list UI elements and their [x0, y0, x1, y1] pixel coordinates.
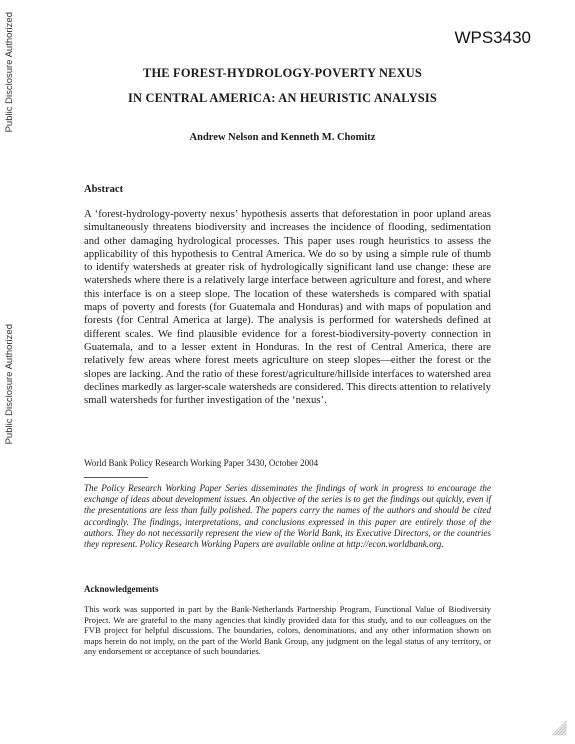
abstract-body: A ‘forest-hydrology-poverty nexus’ hypothesis asserts that deforestation in poor upland areas simultaneously threatens biodiversity and increases the incidence of flooding, sedimentation and other damaging hydrological processes. This paper uses rough heuristics to assess the applicability of this hypothesis to Central America. We do so by using a simple rule of thumb to identify watersheds at greater risk of hydrologically significant land use change: these are watersheds where there is a relatively large interface between agriculture and forest, and where this interface is on a steep slope. The location of these watersheds is compared with spatial maps of poverty and forests (for Guatemala and Honduras) and with maps of population and forests (for Central America at large). The analysis is performed for watersheds defined at different scales. We find plausible evidence for a forest-biodiversity-poverty connection in Guatemala, and to a lesser extent in Honduras. In the rest of Central America, there are relatively few areas where forest meets agriculture on steep slopes—either the forest or the slopes are lacking. And the ratio of these forest/agriculture/hillside interfaces to watershed area declines markedly as larger-scale watersheds are considered. This directs attention to relatively small watersheds for further investigation of the ‘nexus’. [84, 208, 491, 407]
series-citation: World Bank Policy Research Working Paper 3430, October 2004 [84, 458, 319, 468]
page-curl-icon [551, 720, 567, 736]
abstract-heading: Abstract [84, 184, 124, 195]
title-line-1: THE FOREST-HYDROLOGY-POVERTY NEXUS [142, 66, 422, 80]
side-label-middle: Public Disclosure Authorized [4, 324, 15, 445]
authors: Andrew Nelson and Kenneth M. Chomitz [189, 132, 376, 143]
footnote-divider [84, 477, 148, 478]
side-label-top: Public Disclosure Authorized [4, 12, 15, 133]
title-line-2: IN CENTRAL AMERICA: AN HEURISTIC ANALYSIS [128, 91, 437, 105]
acknowledgements-heading: Acknowledgements [84, 584, 159, 594]
acknowledgements-body: This work was supported in part by the Bank-Netherlands Partnership Program, Functional Value of Biodiversity Project. We are grateful to the many agencies that kindly provided data for this study, and to our colleagues on the FVB project for helpful discussions. The boundaries, colors, denominations, and any other information shown on maps herein do not imply, on the part of the World Bank Group, any judgment on the legal status of any territory, or any endorsement or acceptance of such boundaries. [84, 604, 491, 657]
series-disclaimer: The Policy Research Working Paper Series disseminates the findings of work in progress to encourage the exchange of ideas about development issues. An objective of the series is to get the findings out quickly, even if the presentations are less than fully polished. The papers carry the names of the authors and should be cited accordingly. The findings, interpretations, and conclusions expressed in this paper are entirely those of the authors. They do not necessarily represent the view of the World Bank, its Executive Directors, or the countries they represent. Policy Research Working Papers are available online at http://econ.worldbank.org. [84, 483, 491, 550]
document-id: WPS3430 [454, 28, 531, 47]
